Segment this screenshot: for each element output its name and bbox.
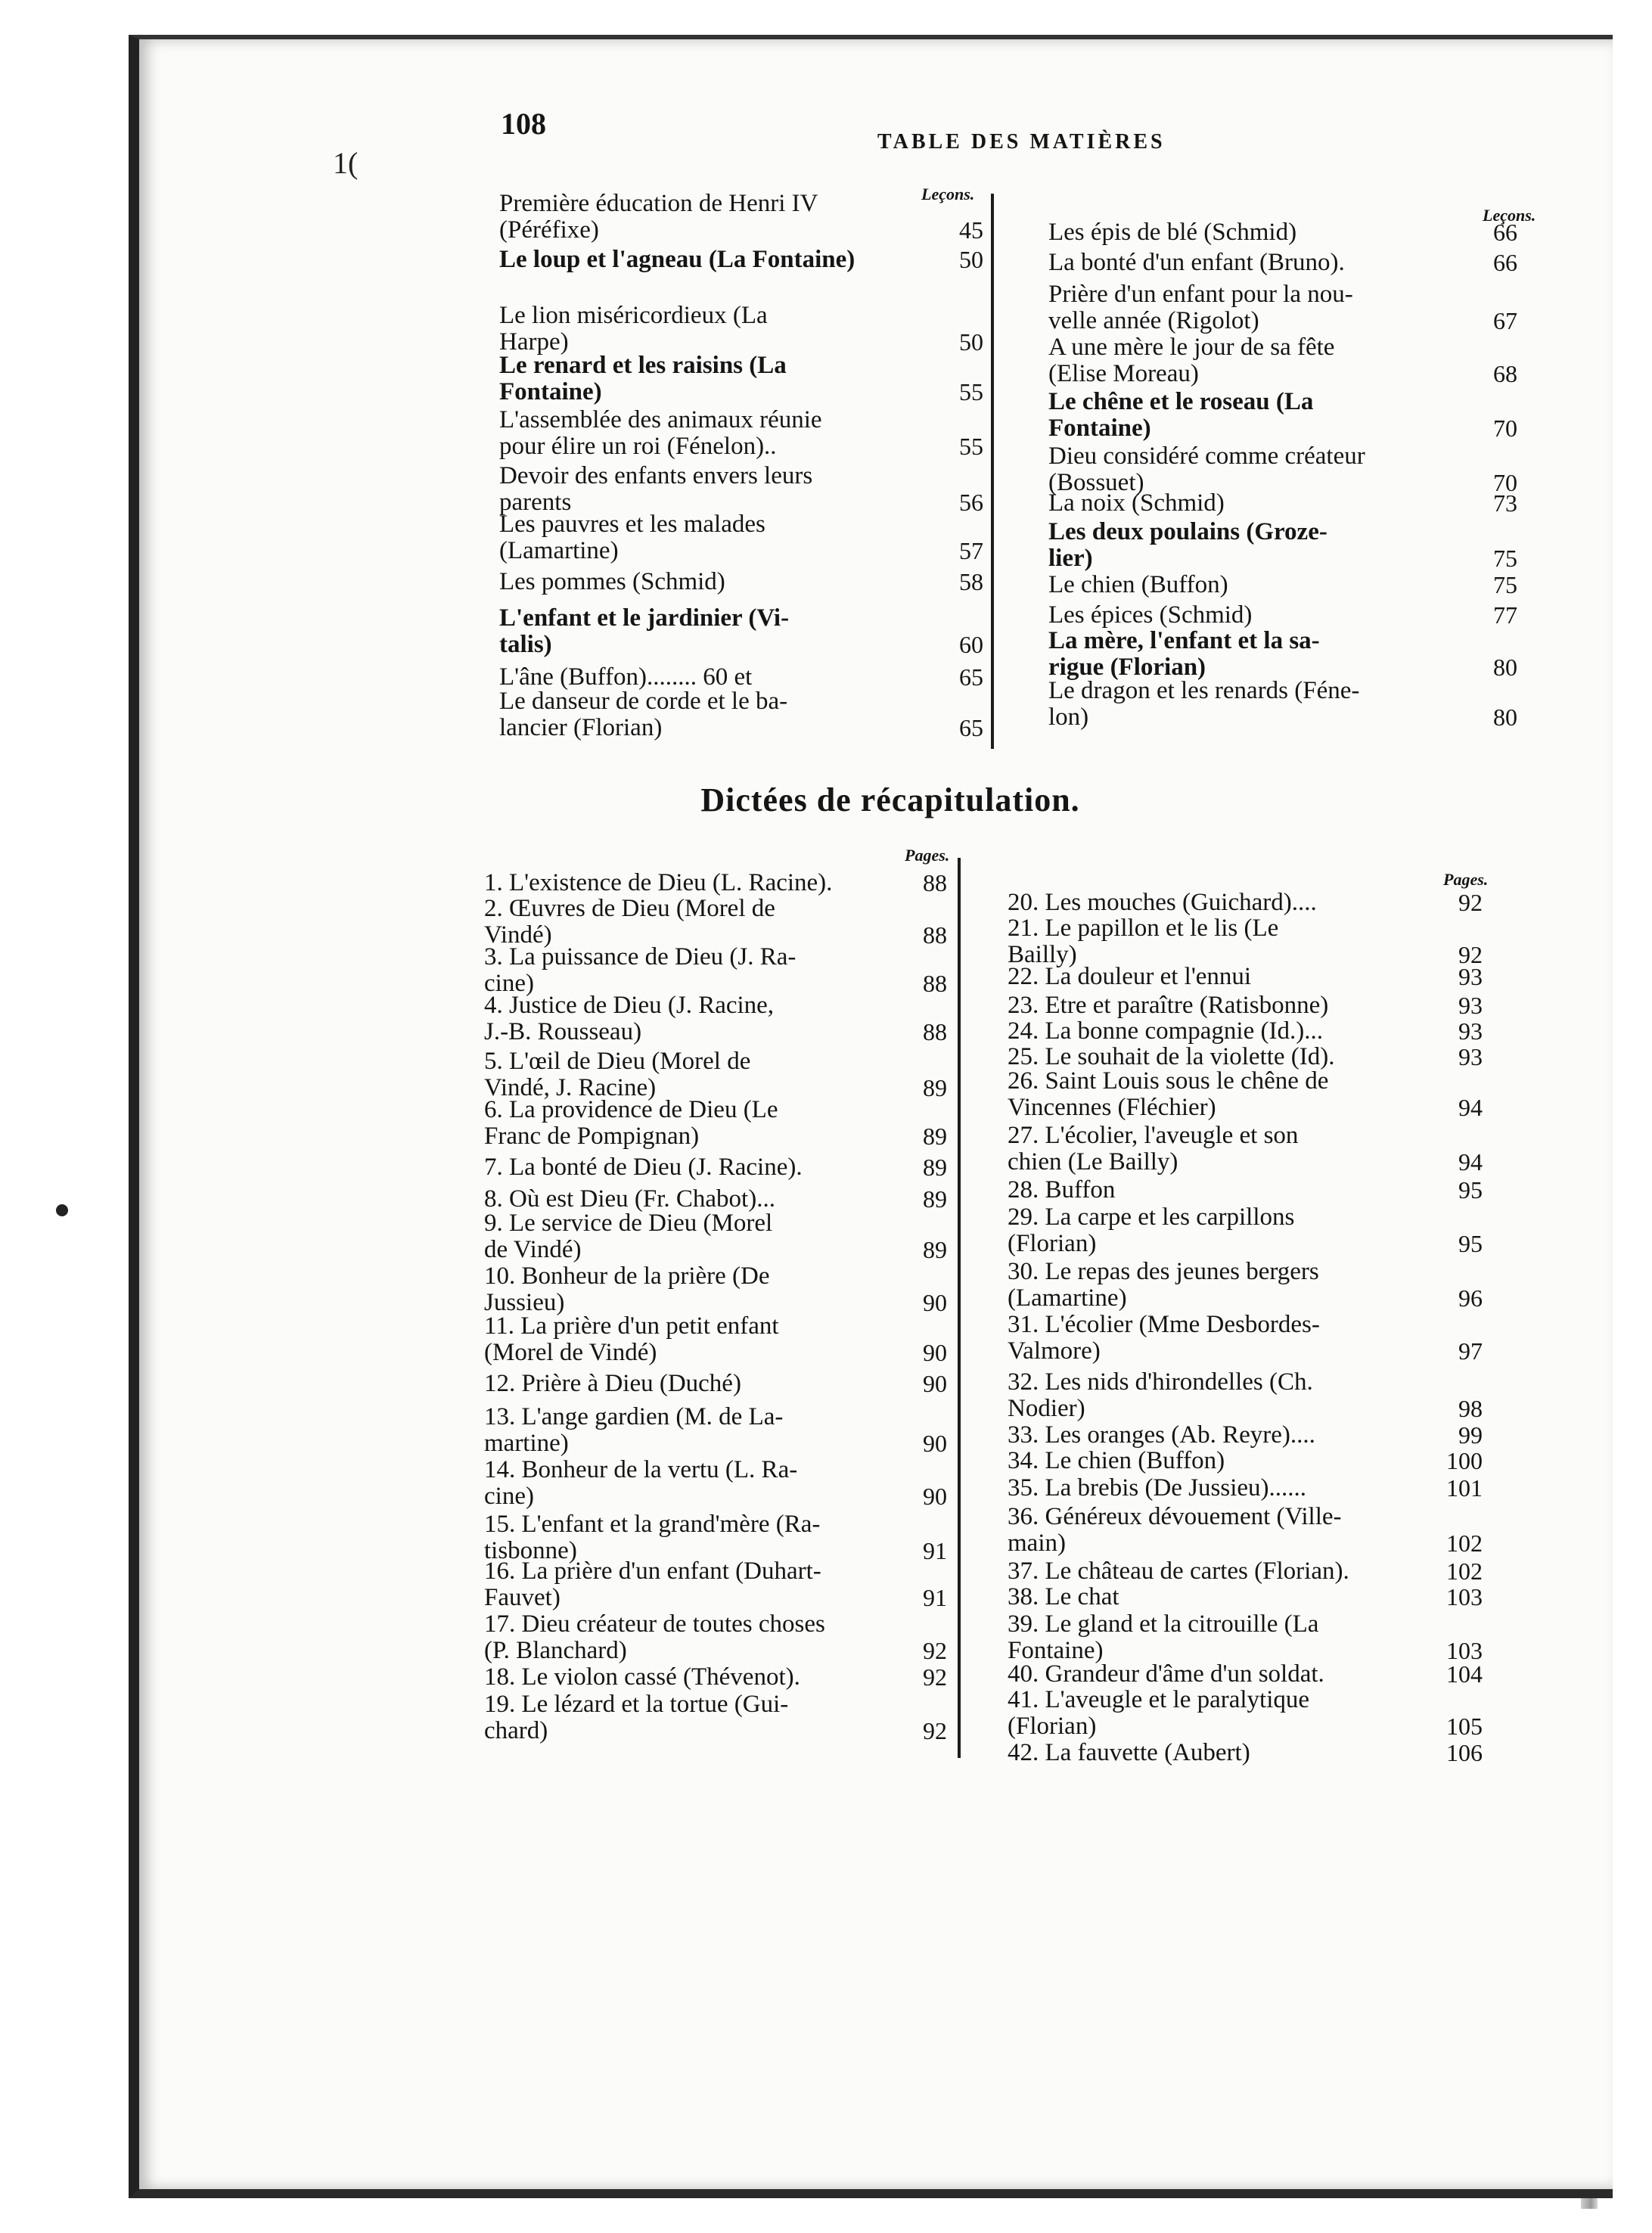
toc-entry-page: 57 <box>959 536 983 564</box>
toc-entry <box>1048 443 1517 495</box>
toc-entry-title: Les pommes (Schmid) <box>499 568 725 595</box>
toc-entry-title: 14. Bonheur de la vertu (L. Ra- cine) <box>484 1456 798 1510</box>
toc-entry-page: 93 <box>1458 1017 1483 1045</box>
toc-entry-title: 28. Buffon <box>1008 1176 1116 1203</box>
toc-entry-page: 106 <box>1446 1739 1483 1767</box>
toc-entry-title: A une mère le jour de sa fête (Elise Moreau) <box>1048 334 1335 387</box>
toc-entry-page: 91 <box>923 1583 947 1611</box>
toc-entry-page: 94 <box>1458 1148 1483 1176</box>
toc-entry-title: 27. L'écolier, l'aveugle et son chien (Le Bailly) <box>1008 1122 1299 1176</box>
toc-entry-title: L'assemblée des animaux réunie pour élire un roi (Fénelon).. <box>499 406 822 460</box>
toc-entry-title: 21. Le papillon et le lis (Le Bailly) <box>1008 915 1279 968</box>
toc-entry <box>499 303 983 355</box>
toc-entry-title: 22. La douleur et l'ennui <box>1008 963 1252 990</box>
toc-entry-page: 88 <box>923 921 947 949</box>
toc-entry-title: 18. Le violon cassé (Thévenot). <box>484 1663 800 1691</box>
toc-entry <box>1008 964 1483 990</box>
toc-entry <box>1008 1558 1483 1585</box>
toc-entry <box>484 1664 947 1691</box>
toc-entry-title: 6. La providence de Dieu (Le Franc de Pompignan) <box>484 1096 778 1150</box>
toc-entry <box>1008 1177 1483 1203</box>
toc-entry-title: 35. La brebis (De Jussieu)...... <box>1008 1474 1307 1502</box>
toc-entry-title: Le dragon et les renards (Féne- lon) <box>1048 677 1360 731</box>
toc-entry-page: 67 <box>1493 306 1517 334</box>
toc-entry-title: 24. La bonne compagnie (Id.)... <box>1008 1017 1323 1045</box>
toc-entry <box>499 247 983 273</box>
toc-entry <box>484 1371 947 1397</box>
toc-entry <box>1008 1204 1483 1256</box>
dictees-col-label-right: Pages. <box>1443 870 1489 889</box>
toc-entry-page: 89 <box>923 1122 947 1150</box>
toc-entry-page: 104 <box>1446 1660 1483 1688</box>
toc-entry-page: 102 <box>1446 1558 1483 1585</box>
toc-entry-page: 95 <box>1458 1229 1483 1257</box>
toc-entry-title: 29. La carpe et les carpillons (Florian) <box>1008 1203 1295 1257</box>
toc-entry-page: 105 <box>1446 1712 1483 1740</box>
toc-entry-page: 50 <box>959 246 983 274</box>
toc-entry <box>484 896 947 948</box>
toc-entry-title: 13. L'ange gardien (M. de La- martine) <box>484 1403 784 1457</box>
toc-entry-page: 45 <box>959 216 983 244</box>
toc-entry-title: 1. L'existence de Dieu (L. Racine). <box>484 869 833 896</box>
toc-entry <box>1048 389 1517 441</box>
toc-entry-page: 75 <box>1493 544 1517 572</box>
toc-entry-page: 88 <box>923 869 947 897</box>
toc-entry-title: 42. La fauvette (Aubert) <box>1008 1739 1250 1766</box>
toc-entry-page: 58 <box>959 568 983 596</box>
toc-entry-title: 4. Justice de Dieu (J. Racine, J.-B. Rousseau) <box>484 992 775 1045</box>
toc-entry-page: 95 <box>1458 1176 1483 1204</box>
margin-mark: 1( <box>333 146 359 180</box>
section-title: Dictées de récapitulation. <box>700 781 1080 818</box>
toc-entry <box>484 944 947 996</box>
toc-entry <box>499 352 983 405</box>
toc-entry-page: 89 <box>923 1235 947 1263</box>
toc-entry <box>1008 1475 1483 1502</box>
toc-entry-title: 32. Les nids d'hirondelles (Ch. Nodier) <box>1008 1368 1313 1422</box>
toc-entry-title: Prière d'un enfant pour la nou- velle année (Rigolot) <box>1048 281 1353 334</box>
toc-entry-title: Le chêne et le roseau (La Fontaine) <box>1048 388 1314 442</box>
toc-entry-title: L'enfant et le jardinier (Vi- talis) <box>499 604 790 658</box>
toc-entry <box>1008 1661 1483 1688</box>
toc-entry <box>1008 1259 1483 1311</box>
toc-entry-title: 23. Etre et paraître (Ratisbonne) <box>1008 992 1329 1019</box>
toc-entry-page: 89 <box>923 1073 947 1101</box>
toc-entry-page: 90 <box>923 1370 947 1398</box>
toc-entry-title: 31. L'écolier (Mme Desbordes- Valmore) <box>1008 1311 1320 1365</box>
toc-entry-page: 56 <box>959 488 983 516</box>
toc-entry-page: 88 <box>923 1017 947 1045</box>
toc-entry <box>1008 1018 1483 1045</box>
toc-entry <box>484 1691 947 1744</box>
toc-entry-title: 8. Où est Dieu (Fr. Chabot)... <box>484 1185 775 1213</box>
toc-entry-title: 41. L'aveugle et le paralytique (Florian) <box>1008 1686 1310 1740</box>
toc-entry-page: 77 <box>1493 601 1517 629</box>
toc-entry <box>484 1048 947 1101</box>
toc-entry <box>484 870 947 896</box>
toc-entry <box>1008 1068 1483 1120</box>
toc-entry-page: 96 <box>1458 1284 1483 1312</box>
toc-entry-title: 33. Les oranges (Ab. Reyre).... <box>1008 1421 1315 1449</box>
toc-entry-page: 90 <box>923 1482 947 1510</box>
toc-entry-title: 38. Le chat <box>1008 1583 1119 1610</box>
toc-entry <box>1048 490 1517 517</box>
toc-entry <box>1008 1687 1483 1739</box>
toc-entry-page: 90 <box>923 1338 947 1366</box>
toc-entry <box>1008 1123 1483 1175</box>
column-divider <box>991 194 994 749</box>
toc-entry-title: Le lion miséricordieux (La Harpe) <box>499 302 768 356</box>
toc-entry-page: 92 <box>923 1716 947 1744</box>
toc-entry-page: 103 <box>1446 1583 1483 1611</box>
toc-entry-title: 2. Œuvres de Dieu (Morel de Vindé) <box>484 895 775 949</box>
toc-entry <box>484 1186 947 1213</box>
toc-entry-title: 15. L'enfant et la grand'mère (Ra- tisbonne) <box>484 1511 821 1564</box>
toc-entry <box>1008 1611 1483 1663</box>
toc-entry <box>1048 281 1517 334</box>
toc-entry-page: 55 <box>959 377 983 405</box>
toc-entry-page: 66 <box>1493 249 1517 277</box>
toc-entry-title: 10. Bonheur de la prière (De Jussieu) <box>484 1262 770 1316</box>
toc-entry-page: 97 <box>1458 1337 1483 1365</box>
toc-entry-title: Devoir des enfants envers leurs parents <box>499 462 813 516</box>
toc-entry <box>499 688 983 741</box>
toc-entry-title: 5. L'œil de Dieu (Morel de Vindé, J. Racine) <box>484 1048 751 1101</box>
toc-entry <box>484 1263 947 1315</box>
toc-entry-page: 80 <box>1493 703 1517 731</box>
toc-entry-page: 100 <box>1446 1447 1483 1475</box>
toc-entry-page: 50 <box>959 328 983 356</box>
dictees-col-label-left: Pages. <box>905 846 950 865</box>
toc-entry-title: La noix (Schmid) <box>1048 489 1225 517</box>
toc-entry-title: 39. Le gland et la citrouille (La Fontaine) <box>1008 1610 1319 1664</box>
toc-entry-page: 68 <box>1493 359 1517 387</box>
toc-entry-title: Le loup et l'agneau (La Fontaine) <box>499 246 856 273</box>
toc-entry-title: Les épices (Schmid) <box>1048 601 1253 629</box>
toc-entry-page: 89 <box>923 1154 947 1182</box>
toc-entry-page: 73 <box>1493 489 1517 517</box>
toc-entry-page: 80 <box>1493 653 1517 681</box>
toc-entry <box>1048 628 1517 680</box>
toc-entry-title: 7. La bonté de Dieu (J. Racine). <box>484 1154 803 1181</box>
toc-entry-title: Les épis de blé (Schmid) <box>1048 219 1297 246</box>
toc-entry <box>499 407 983 459</box>
toc-entry-title: 25. Le souhait de la violette (Id). <box>1008 1043 1335 1070</box>
toc-entry <box>484 1404 947 1456</box>
toc-entry-page: 92 <box>1458 889 1483 917</box>
toc-entry <box>1008 1369 1483 1421</box>
toc-entry-title: 37. Le château de cartes (Florian). <box>1008 1558 1349 1585</box>
toc-entry-title: 11. La prière d'un petit enfant (Morel de Vindé) <box>484 1312 779 1366</box>
toc-entry <box>484 1457 947 1509</box>
toc-entry <box>484 1313 947 1365</box>
toc-entry <box>1008 1422 1483 1449</box>
toc-entry <box>1008 1448 1483 1474</box>
toc-entry <box>484 1097 947 1149</box>
page-number: 108 <box>501 107 546 141</box>
toc-entry <box>484 1154 947 1181</box>
toc-entry-page: 93 <box>1458 1043 1483 1071</box>
toc-entry <box>1048 334 1517 387</box>
toc-entry-page: 92 <box>923 1663 947 1691</box>
toc-entry-title: 12. Prière à Dieu (Duché) <box>484 1370 741 1397</box>
toc-entry-title: La bonté d'un enfant (Bruno). <box>1048 249 1345 276</box>
toc-entry-title: 9. Le service de Dieu (Morel de Vindé) <box>484 1210 773 1263</box>
toc-entry <box>484 1611 947 1663</box>
toc-entry-page: 92 <box>923 1636 947 1664</box>
toc-entry-title: Le danseur de corde et le ba- lancier (Florian) <box>499 688 788 741</box>
toc-entry-page: 94 <box>1458 1093 1483 1121</box>
column-divider-2 <box>958 858 961 1758</box>
toc-entry-title: Le renard et les raisins (La Fontaine) <box>499 352 787 405</box>
toc-entry <box>499 463 983 515</box>
toc-entry <box>1008 992 1483 1019</box>
toc-entry-title: Les pauvres et les malades (Lamartine) <box>499 511 765 564</box>
toc-entry <box>1048 678 1517 730</box>
toc-entry <box>499 511 983 564</box>
toc-entry <box>1008 1740 1483 1766</box>
toc-entry <box>1048 519 1517 571</box>
toc-entry-title: 30. Le repas des jeunes bergers (Lamartine) <box>1008 1258 1319 1312</box>
lecons-col-label-right: Leçons. <box>1483 206 1536 225</box>
toc-entry <box>499 191 983 243</box>
toc-entry-page: 93 <box>1458 963 1483 991</box>
toc-entry-title: Première éducation de Henri IV (Péréfixe) <box>499 190 818 244</box>
toc-entry-page: 75 <box>1493 571 1517 599</box>
toc-entry <box>1048 250 1517 276</box>
toc-entry-page: 60 <box>959 630 983 658</box>
toc-entry-page: 93 <box>1458 992 1483 1020</box>
toc-entry-title: 40. Grandeur d'âme d'un soldat. <box>1008 1660 1324 1688</box>
toc-entry <box>499 569 983 595</box>
toc-entry-page: 65 <box>959 713 983 741</box>
toc-entry-title: 34. Le chien (Buffon) <box>1008 1447 1225 1474</box>
toc-entry-title: Dieu considéré comme créateur (Bossuet) <box>1048 443 1365 496</box>
lecons-col-label-left: Leçons. <box>921 185 975 203</box>
toc-entry-page: 66 <box>1493 219 1517 247</box>
toc-entry-title: L'âne (Buffon)........ 60 et <box>499 663 753 691</box>
toc-entry <box>484 1511 947 1564</box>
toc-entry <box>484 992 947 1045</box>
toc-entry <box>1048 219 1517 246</box>
toc-entry-title: La mère, l'enfant et la sa- rigue (Florian) <box>1048 627 1320 681</box>
toc-entry <box>484 1210 947 1262</box>
toc-entry <box>484 1558 947 1610</box>
toc-entry-page: 91 <box>923 1536 947 1564</box>
toc-entry-title: Le chien (Buffon) <box>1048 571 1228 598</box>
toc-entry-title: Les deux poulains (Groze- lier) <box>1048 518 1328 572</box>
toc-entry-page: 98 <box>1458 1394 1483 1422</box>
toc-entry-page: 102 <box>1446 1529 1483 1557</box>
toc-entry <box>499 664 983 691</box>
toc-entry <box>1048 572 1517 598</box>
toc-entry-title: 16. La prière d'un enfant (Duhart- Fauvet) <box>484 1558 821 1611</box>
toc-entry-page: 90 <box>923 1429 947 1457</box>
running-title: TABLE DES MATIÈRES <box>877 130 1166 154</box>
toc-entry <box>1008 1584 1483 1610</box>
toc-entry <box>1008 890 1483 916</box>
toc-entry-title: 17. Dieu créateur de toutes choses (P. Blanchard) <box>484 1610 825 1664</box>
toc-entry-title: 36. Généreux dévouement (Ville- main) <box>1008 1503 1342 1557</box>
toc-entry-title: 19. Le lézard et la tortue (Gui- chard) <box>484 1691 789 1744</box>
toc-entry-page: 65 <box>959 663 983 691</box>
toc-entry-page: 55 <box>959 432 983 460</box>
scan-speck <box>56 1204 68 1216</box>
toc-entry-title: 3. La puissance de Dieu (J. Ra- cine) <box>484 943 796 997</box>
toc-entry-page: 70 <box>1493 468 1517 496</box>
toc-entry-title: 20. Les mouches (Guichard).... <box>1008 889 1317 916</box>
toc-entry-page: 92 <box>1458 940 1483 968</box>
toc-entry-page: 101 <box>1446 1474 1483 1502</box>
toc-entry <box>1048 602 1517 629</box>
toc-entry-page: 89 <box>923 1185 947 1213</box>
toc-entry <box>1008 915 1483 967</box>
toc-entry <box>1008 1504 1483 1556</box>
toc-entry-page: 90 <box>923 1288 947 1316</box>
toc-entry-page: 88 <box>923 969 947 997</box>
toc-entry <box>1008 1044 1483 1070</box>
toc-entry-page: 70 <box>1493 414 1517 442</box>
toc-entry <box>1008 1312 1483 1364</box>
toc-entry-title: 26. Saint Louis sous le chêne de Vincennes (Fléchier) <box>1008 1067 1329 1121</box>
toc-entry-page: 103 <box>1446 1636 1483 1664</box>
toc-entry-page: 99 <box>1458 1421 1483 1449</box>
toc-entry <box>499 605 983 657</box>
